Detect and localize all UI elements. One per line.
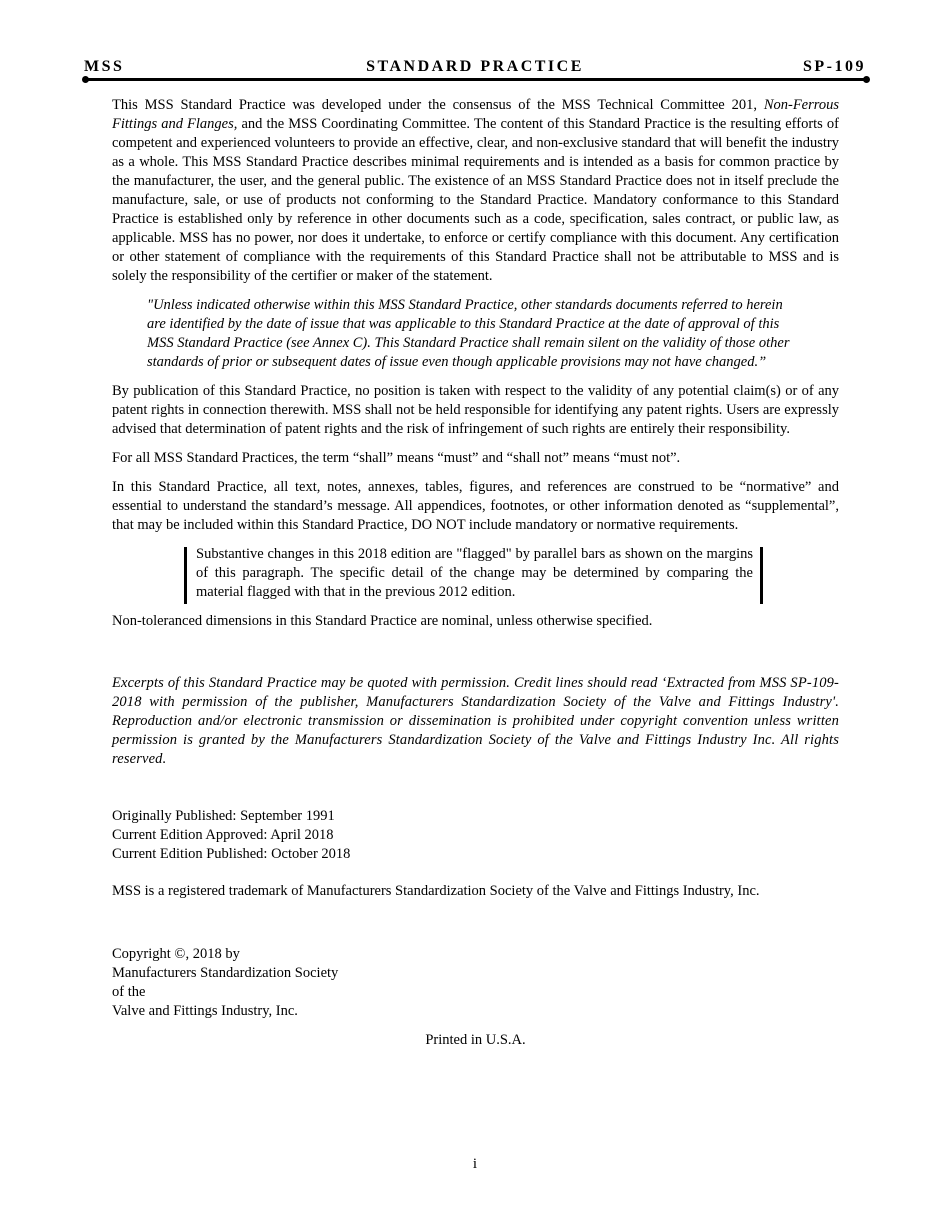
header-left: MSS: [84, 58, 125, 75]
flagged-changes-text: Substantive changes in this 2018 edition are "flagged" by parallel bars as shown on the margins of this paragraph. The specific detail of the change may be determined by comparing the material flagged with that in the previous 2012 edition.: [196, 546, 753, 600]
change-bar-left: [184, 547, 187, 604]
header-rule: [85, 78, 866, 81]
flagged-changes-paragraph: [184, 545, 763, 602]
change-bar-right: [760, 547, 763, 604]
trademark-notice: MSS is a registered trademark of Manufacturers Standardization Society of the Valve and Fittings Industry, Inc.: [112, 883, 760, 899]
copyright-line-2: Manufacturers Standardization Society: [112, 965, 339, 981]
copyright-line-4: Valve and Fittings Industry, Inc.: [112, 1003, 298, 1019]
excerpt-permission-paragraph: Excerpts of this Standard Practice may be quoted with permission. Credit lines should read ‘Extracted from MSS SP-109-2018 with permission of the publisher, Manufacturers Standardization Society of the Valve and Fittings Industry'. Reproduction and/or electronic transmission or dissemination is prohibited under copyright convention unless written permission is granted by the Manufacturers Standardization Society of the Valve and Fittings Industry Inc. All rights reserved.: [112, 675, 839, 767]
tolerance-paragraph: Non-toleranced dimensions in this Standard Practice are nominal, unless otherwise specified.: [112, 613, 653, 629]
printed-in: Printed in U.S.A.: [425, 1032, 526, 1048]
copyright-line-1: Copyright ©, 2018 by: [112, 946, 240, 962]
header-rule-right-dot: [863, 76, 870, 83]
header-doc-number: SP-109: [803, 58, 866, 75]
page-body: [112, 96, 839, 1060]
normative-paragraph: In this Standard Practice, all text, notes, annexes, tables, figures, and references are construed to be “normative” and essential to understand the standard’s message. All appendices, footnotes, or other information denoted as “supplemental”, that may be included within this Standard Practice, DO NOT include mandatory or normative requirements.: [112, 479, 839, 533]
intro-paragraph: This MSS Standard Practice was developed under the consensus of the MSS Technical Committee 201, Non-Ferrous Fittings and Flanges, and the MSS Coordinating Committee. The content of this Standard Practice is the resulting efforts of competent and experienced volunteers to provide an effective, clear, and non-exclusive standard that will benefit the industry as a whole. This MSS Standard Practice describes minimal requirements and is intended as a basis for common practice by the manufacturer, the user, and the general public. The existence of an MSS Standard Practice does not in itself preclude the manufacture, sale, or use of products not conforming to the Standard Practice. Mandatory conformance to this Standard Practice is established only by reference in other documents such as a code, specification, sales contract, or public law, as applicable. MSS has no power, nor does it undertake, to enforce or certify compliance with this document. Any certification or other statement of compliance with the requirements of this Standard Practice shall not be attributable to MSS and is solely the responsibility of the certifier or maker of the statement.: [112, 97, 839, 284]
page-number: i: [472, 1156, 478, 1172]
committee-name: Non-Ferrous Fittings and Flanges,: [112, 97, 839, 132]
originally-published: Originally Published: September 1991: [112, 808, 335, 824]
edition-published: Current Edition Published: October 2018: [112, 846, 351, 862]
header-title: STANDARD PRACTICE: [366, 58, 584, 75]
patent-paragraph: By publication of this Standard Practice, no position is taken with respect to the validity of any potential claim(s) or of any patent rights in connection therewith. MSS shall not be held responsible for identifying any patent rights. Users are expressly advised that determination of patent rights and the risk of infringement of such rights are entirely their responsibility.: [112, 383, 839, 437]
standards-reference-quote: "Unless indicated otherwise within this MSS Standard Practice, other standards documents referred to herein are identified by the date of issue that was applicable to this Standard Practice at the date of approval of this MSS Standard Practice (see Annex C). This Standard Practice shall remain silent on the validity of those other standards of prior or subsequent dates of issue even though applicable provisions may not have changed.”: [147, 297, 790, 370]
shall-definition-paragraph: For all MSS Standard Practices, the term “shall” means “must” and “shall not” means “must not”.: [112, 450, 681, 466]
edition-approved: Current Edition Approved: April 2018: [112, 827, 334, 843]
copyright-line-3: of the: [112, 984, 146, 1000]
